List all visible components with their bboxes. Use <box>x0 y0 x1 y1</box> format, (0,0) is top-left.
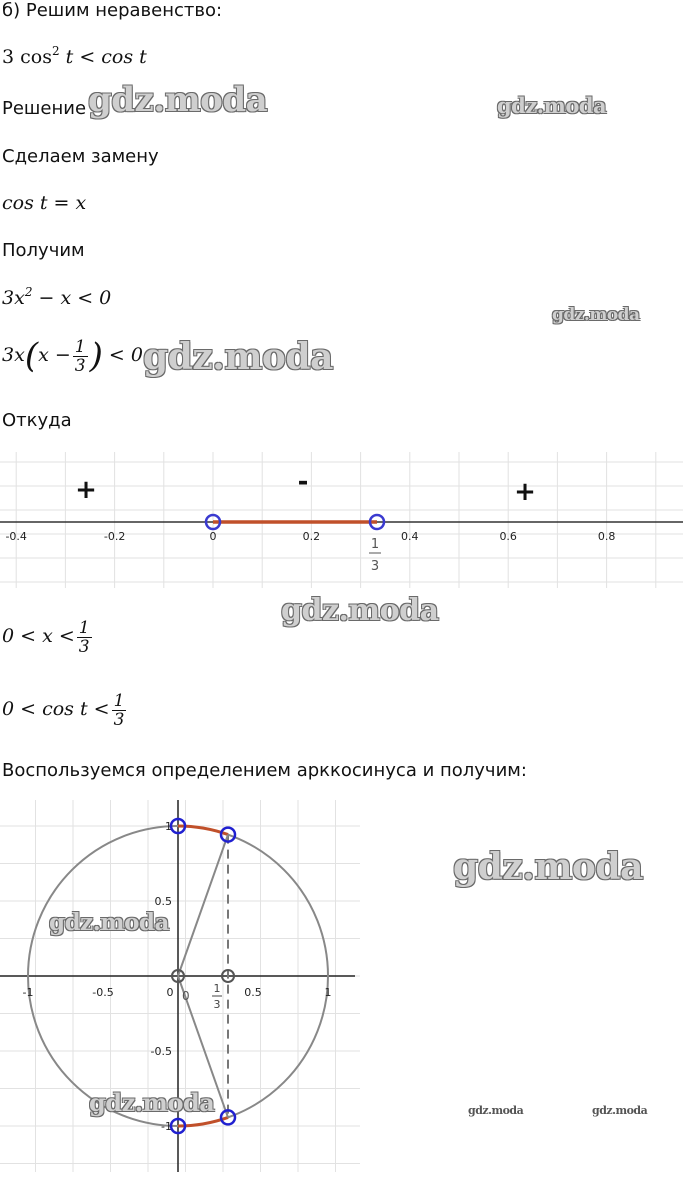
tick-label: 0.2 <box>302 530 321 543</box>
watermark: gdz.moda <box>453 846 643 888</box>
inequality-cos: 3 $\cos^2 t < \cos t$ <box>2 44 147 68</box>
tick-label: -0.2 <box>103 530 126 543</box>
part-b-heading: б) Решим неравенство: <box>2 0 223 21</box>
y-tick-label: -1 <box>161 1120 172 1133</box>
watermark: gdz.moda <box>88 80 268 120</box>
third-num-label: 1 <box>213 982 221 995</box>
x-tick-label: -0.5 <box>92 986 114 999</box>
cos-inequality: 0 < cos t < $\frac{1}{3}$ <box>2 690 125 730</box>
quadratic-inequality: $3x^2 - x < 0$ <box>2 285 112 309</box>
sign-plus-left: + <box>75 475 97 505</box>
watermark: gdz.moda <box>468 1104 524 1117</box>
y-tick-label: 0.5 <box>154 895 172 908</box>
y-tick-label: -0.5 <box>150 1045 172 1058</box>
obtain-label: Получим <box>2 240 85 261</box>
solution-label: Решение <box>2 98 87 119</box>
y-tick-label: 1 <box>165 820 172 833</box>
x-tick-label: 0.5 <box>244 986 262 999</box>
arccos-sentence: Воспользуемся определением арккосинуса и получим: <box>2 760 527 781</box>
watermark: gdz.moda <box>552 305 640 325</box>
whence-label: Откуда <box>2 410 72 431</box>
sign-minus: - <box>297 467 309 497</box>
tick-label: 0.8 <box>597 530 616 543</box>
third-den-label: 3 <box>213 998 221 1011</box>
third-denominator: 3 <box>370 559 380 574</box>
substitution-equation: cos t = x <box>2 192 87 214</box>
watermark: gdz.moda <box>89 1088 215 1117</box>
origin-label: 0 <box>182 989 190 1003</box>
tick-label: -0.4 <box>5 530 27 543</box>
watermark: gdz.moda <box>592 1104 648 1117</box>
sign-plus-right: + <box>514 477 536 507</box>
x-tick-label: 0 <box>166 986 174 999</box>
watermark: gdz.moda <box>143 336 333 378</box>
factored-inequality: 3x(x − $\frac{1}{3}$ ) < 0 <box>2 336 143 376</box>
number-line-chart <box>0 452 683 588</box>
x-tick-label: 1 <box>324 986 332 999</box>
x-tick-label: -1 <box>22 986 34 999</box>
tick-label: 0.6 <box>499 530 517 543</box>
substitution-label: Сделаем замену <box>2 146 159 167</box>
x-inequality: 0 < x < $\frac{1}{3}$ <box>2 617 90 657</box>
watermark: gdz.moda <box>49 909 169 936</box>
tick-label: 0 <box>209 530 217 543</box>
tick-label: 0.4 <box>401 530 419 543</box>
third-numerator: 1 <box>370 537 380 552</box>
watermark: gdz.moda <box>281 593 439 628</box>
watermark: gdz.moda <box>497 93 607 118</box>
